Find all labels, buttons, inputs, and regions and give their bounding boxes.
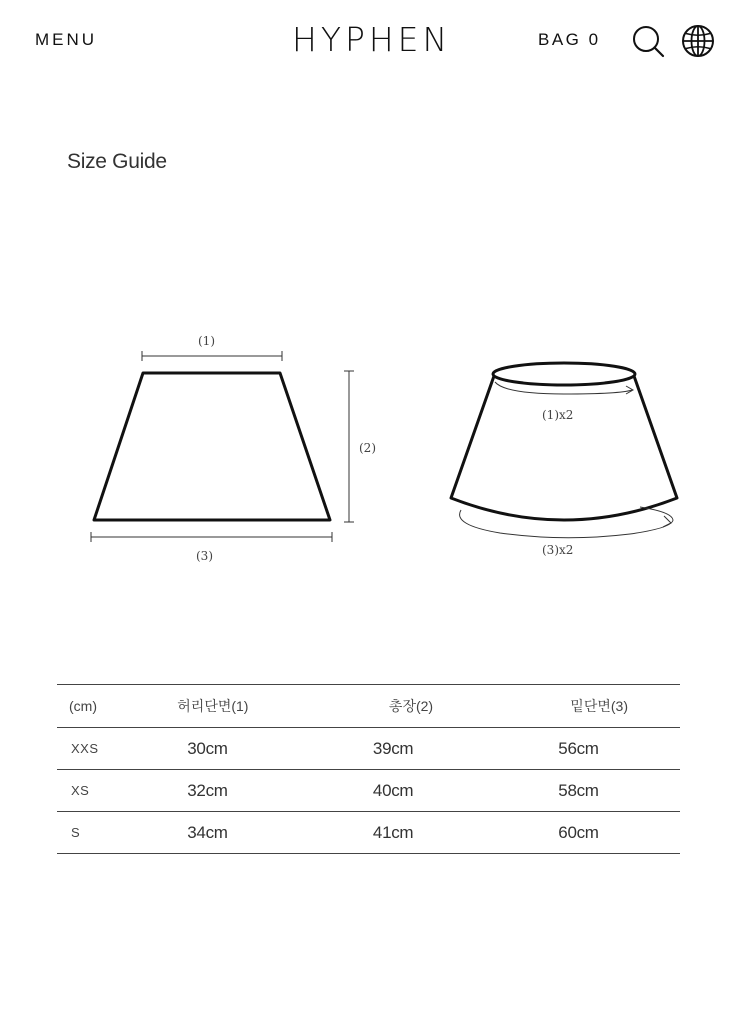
waist-circumference-label: (1)x2 [542, 408, 574, 422]
length-label: (2) [359, 441, 376, 455]
waist-value: 30cm [135, 728, 313, 770]
top-header [0, 0, 748, 84]
length-dimension-line [344, 371, 354, 522]
hem-dimension-line [91, 532, 332, 542]
hem-value: 58cm [496, 770, 680, 812]
table-row [57, 728, 680, 770]
search-icon[interactable] [632, 24, 666, 58]
round-skirt-body [451, 376, 677, 520]
length-value: 40cm [313, 770, 496, 812]
skirt-measurement-diagram [0, 320, 748, 580]
waist-dimension-line [142, 351, 282, 361]
flat-skirt-outline [94, 373, 330, 520]
flat-skirt-diagram [91, 334, 376, 563]
length-header: 총장(2) [313, 685, 496, 728]
hem-label: (3) [196, 549, 213, 563]
size-label: XS [57, 770, 135, 812]
hem-circumference-label: (3)x2 [542, 543, 574, 557]
menu-button[interactable]: MENU [35, 30, 98, 49]
table-row [57, 812, 680, 854]
waist-header: 허리단면(1) [135, 685, 313, 728]
length-value: 39cm [313, 728, 496, 770]
size-label: S [57, 812, 135, 854]
hem-value: 56cm [496, 728, 680, 770]
bag-button[interactable]: BAG 0 [538, 30, 601, 49]
table-header-row [57, 685, 680, 728]
hem-header: 밑단면(3) [496, 685, 680, 728]
brand-logo[interactable]: HYPHEN [292, 20, 452, 59]
waist-value: 34cm [135, 812, 313, 854]
round-skirt-diagram [451, 363, 677, 557]
page-title: Size Guide [67, 150, 167, 173]
table-row [57, 770, 680, 812]
round-skirt-waistband [493, 363, 635, 385]
length-value: 41cm [313, 812, 496, 854]
globe-icon[interactable] [681, 24, 715, 58]
size-label: XXS [57, 728, 135, 770]
waist-value: 32cm [135, 770, 313, 812]
unit-header: (cm) [57, 685, 135, 728]
size-table [57, 684, 680, 854]
hem-value: 60cm [496, 812, 680, 854]
waist-label: (1) [198, 334, 215, 348]
